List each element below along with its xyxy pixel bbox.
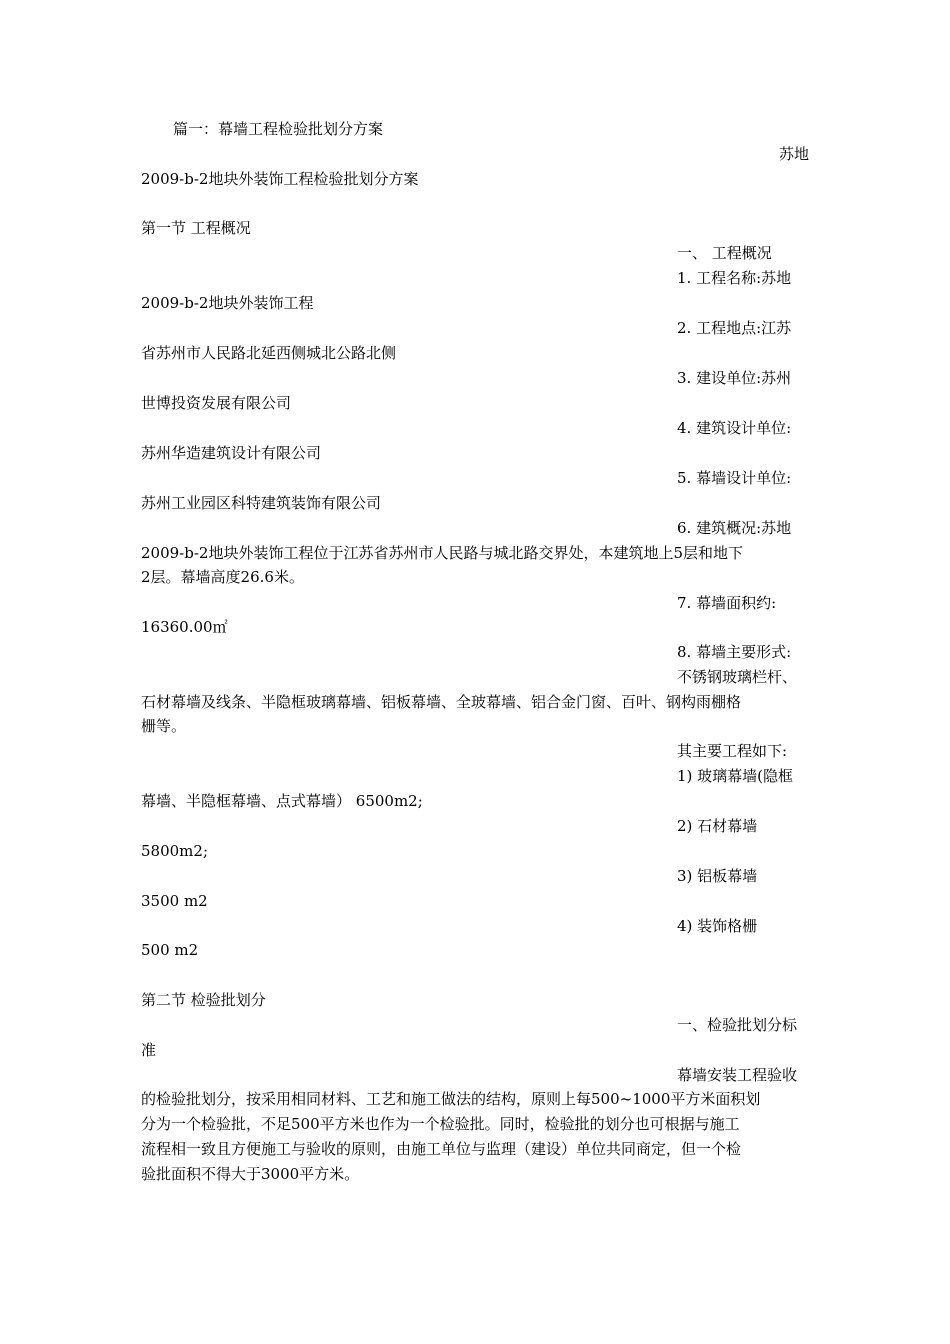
item7-tail: 16360.00㎡ [141, 618, 228, 636]
item6-head: 6. 建筑概况:苏地 [677, 519, 792, 537]
document-title: 篇一：幕墙工程检验批划分方案 [173, 120, 384, 138]
section1-heading: 第一节 工程概况 [141, 219, 251, 237]
item2-tail: 省苏州市人民路北延西侧城北公路北侧 [141, 344, 397, 362]
item5-tail: 苏州工业园区科特建筑装饰有限公司 [141, 494, 382, 512]
section2-para-line4: 验批面积不得大于3000平方米。 [141, 1165, 360, 1183]
item8-head: 8. 幕墙主要形式: [677, 643, 792, 661]
item7-head: 7. 幕墙面积约: [677, 594, 777, 612]
work3-head: 3) 铝板幕墙 [677, 867, 758, 885]
work4-head: 4) 装饰格栅 [677, 917, 758, 935]
item1-tail: 2009-b-2地块外装饰工程 [141, 294, 314, 312]
item6-tail2: 2层。幕墙高度26.6米。 [141, 568, 304, 586]
work1-head: 1) 玻璃幕墙(隐框 [677, 767, 794, 785]
work2-head: 2) 石材幕墙 [677, 817, 758, 835]
works-intro: 其主要工程如下: [677, 742, 788, 760]
work1-tail: 幕墙、半隐框幕墙、点式幕墙） 6500m2; [141, 792, 423, 810]
section2-para-line1: 的检验批划分，按采用相同材料、工艺和施工做法的结构，原则上每500~1000平方米面积划 [141, 1090, 761, 1108]
item6-tail: 2009-b-2地块外装饰工程位于江苏省苏州市人民路与城北路交界处，本建筑地上5层和地下 [141, 544, 744, 562]
section2-heading: 第二节 检验批划分 [141, 991, 266, 1009]
section2-para-line3: 流程相一致且方便施工与验收的原则，由施工单位与监理（建设）单位共同商定，但一个检 [141, 1140, 742, 1158]
item5-head: 5. 幕墙设计单位: [677, 469, 792, 487]
item4-tail: 苏州华造建筑设计有限公司 [141, 444, 322, 462]
item3-tail: 世博投资发展有限公司 [141, 394, 292, 412]
item8-tail2: 栅等。 [141, 717, 187, 735]
section2-sub-head: 一、检验批划分标 [677, 1016, 798, 1034]
item1-head: 1. 工程名称:苏地 [677, 269, 792, 287]
header-line2: 2009-b-2地块外装饰工程检验批划分方案 [141, 170, 419, 188]
work3-tail: 3500 m2 [141, 892, 208, 910]
item2-head: 2. 工程地点:江苏 [677, 319, 792, 337]
item4-head: 4. 建筑设计单位: [677, 419, 792, 437]
header-line1-tail: 苏地 [778, 145, 809, 163]
work2-tail: 5800m2; [141, 842, 208, 860]
section2-para-line2: 分为一个检验批，不足500平方米也作为一个检验批。同时，检验批的划分也可根据与施工 [141, 1115, 740, 1133]
section1-sub: 一、 工程概况 [677, 244, 772, 262]
section2-para-head: 幕墙安装工程验收 [677, 1066, 798, 1084]
item8-tail-r: 不锈钢玻璃栏杆、 [677, 668, 798, 686]
work4-tail: 500 m2 [141, 941, 199, 959]
section2-sub-tail: 准 [141, 1041, 157, 1059]
item8-tail: 石材幕墙及线条、半隐框玻璃幕墙、铝板幕墙、全玻幕墙、铝合金门窗、百叶、钢构雨棚格 [141, 693, 742, 711]
item3-head: 3. 建设单位:苏州 [677, 369, 792, 387]
